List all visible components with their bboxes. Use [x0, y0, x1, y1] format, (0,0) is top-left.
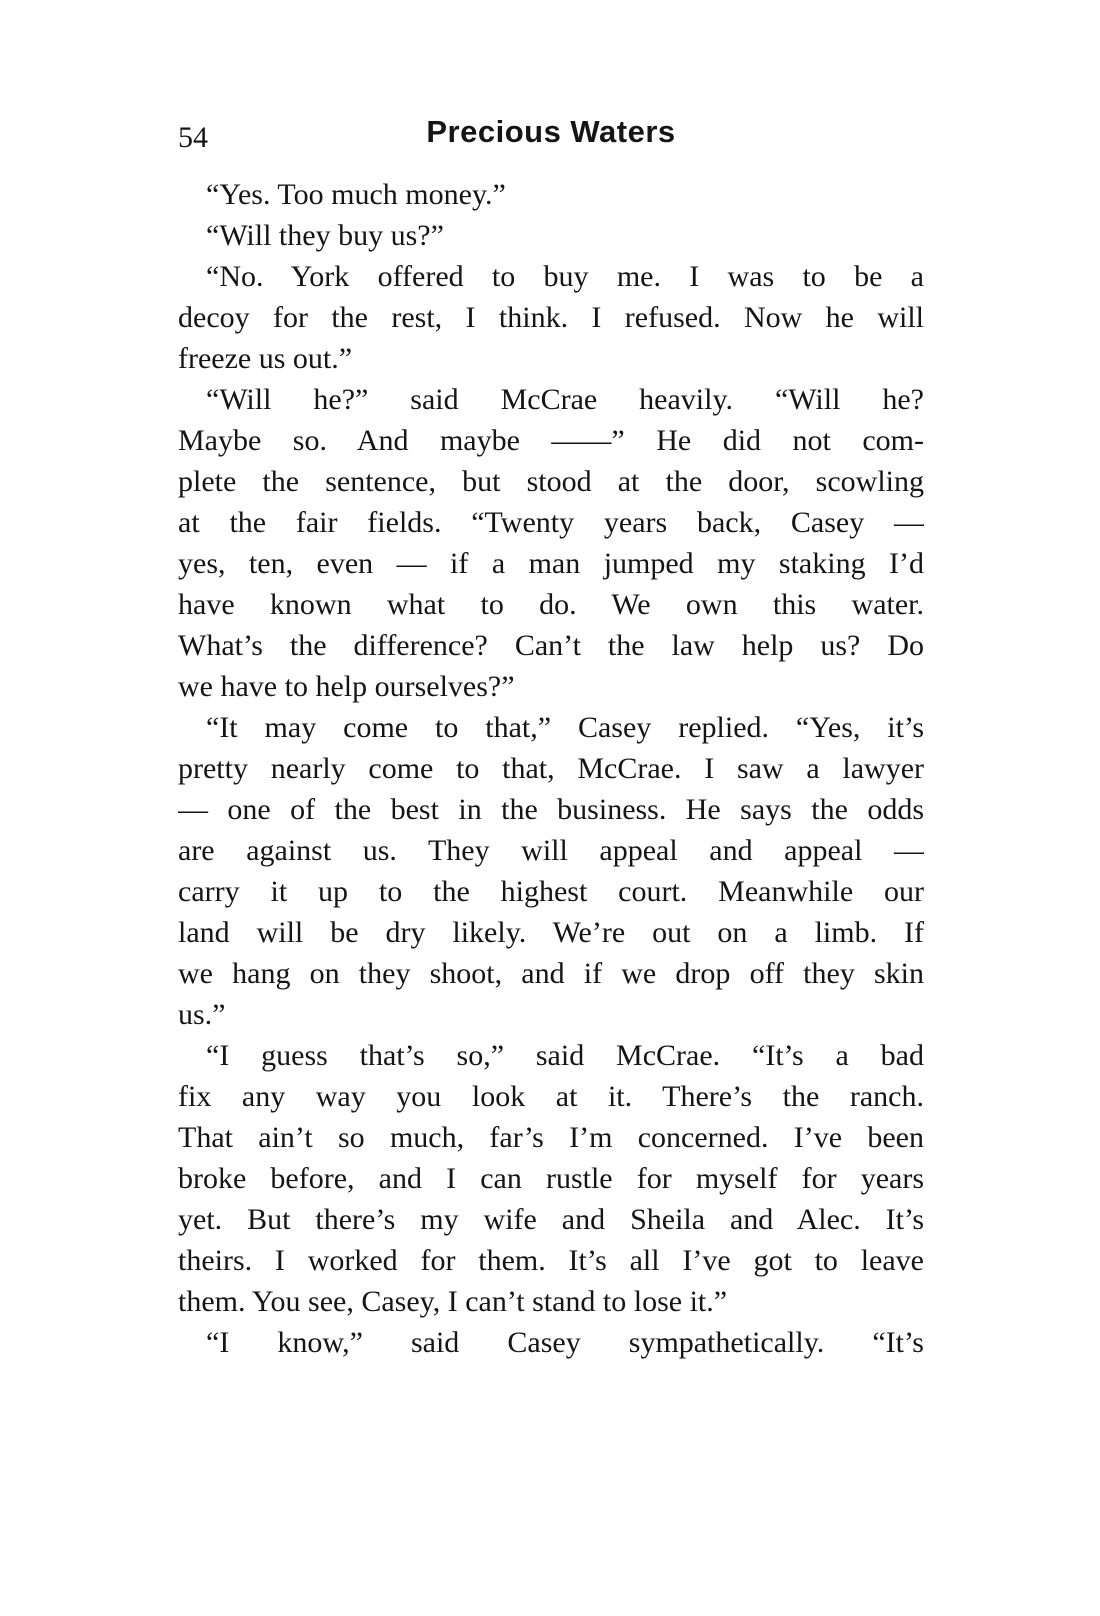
text-line: land will be dry likely. We’re out on a limb. If: [178, 916, 924, 949]
page-number: 54: [178, 121, 208, 154]
text-line: them. You see, Casey, I can’t stand to lose it.”: [178, 1285, 728, 1318]
text-line: carry it up to the highest court. Meanwhile our: [178, 875, 924, 908]
body-text: [178, 174, 924, 1363]
text-line: are against us. They will appeal and appeal —: [178, 834, 924, 867]
text-line: theirs. I worked for them. It’s all I’ve got to leave: [178, 1244, 924, 1277]
text-line: fix any way you look at it. There’s the ranch.: [178, 1080, 924, 1113]
page-header: [178, 112, 924, 160]
text-line: “I guess that’s so,” said McCrae. “It’s a bad: [206, 1039, 924, 1072]
text-line: “It may come to that,” Casey replied. “Yes, it’s: [206, 711, 924, 744]
text-line: “I know,” said Casey sympathetically. “It’s: [206, 1326, 924, 1359]
text-line: plete the sentence, but stood at the door, scowling: [178, 465, 924, 498]
text-line: “Will he?” said McCrae heavily. “Will he?: [206, 383, 924, 416]
text-line: “Yes. Too much money.”: [206, 178, 506, 211]
text-line: freeze us out.”: [178, 342, 353, 375]
text-line: at the fair fields. “Twenty years back, Casey —: [178, 506, 924, 539]
text-line: What’s the difference? Can’t the law help us? Do: [178, 629, 924, 662]
text-line: Maybe so. And maybe ——” He did not com-: [178, 424, 924, 457]
running-title: Precious Waters: [426, 114, 676, 149]
text-line: — one of the best in the business. He says the odds: [178, 793, 924, 826]
text-line: us.”: [178, 998, 226, 1031]
text-line: “No. York offered to buy me. I was to be a: [206, 260, 924, 293]
text-line: yet. But there’s my wife and Sheila and Alec. It’s: [178, 1203, 924, 1236]
text-line: pretty nearly come to that, McCrae. I saw a lawyer: [178, 752, 924, 785]
text-line: we hang on they shoot, and if we drop off they skin: [178, 957, 924, 990]
text-line: decoy for the rest, I think. I refused. Now he will: [178, 301, 924, 334]
text-line: broke before, and I can rustle for myself for years: [178, 1162, 924, 1195]
text-line: “Will they buy us?”: [206, 219, 444, 252]
text-line: we have to help ourselves?”: [178, 670, 515, 703]
text-line: have known what to do. We own this water.: [178, 588, 924, 621]
text-line: yes, ten, even — if a man jumped my staking I’d: [178, 547, 924, 580]
text-line: That ain’t so much, far’s I’m concerned. I’ve been: [178, 1121, 924, 1154]
